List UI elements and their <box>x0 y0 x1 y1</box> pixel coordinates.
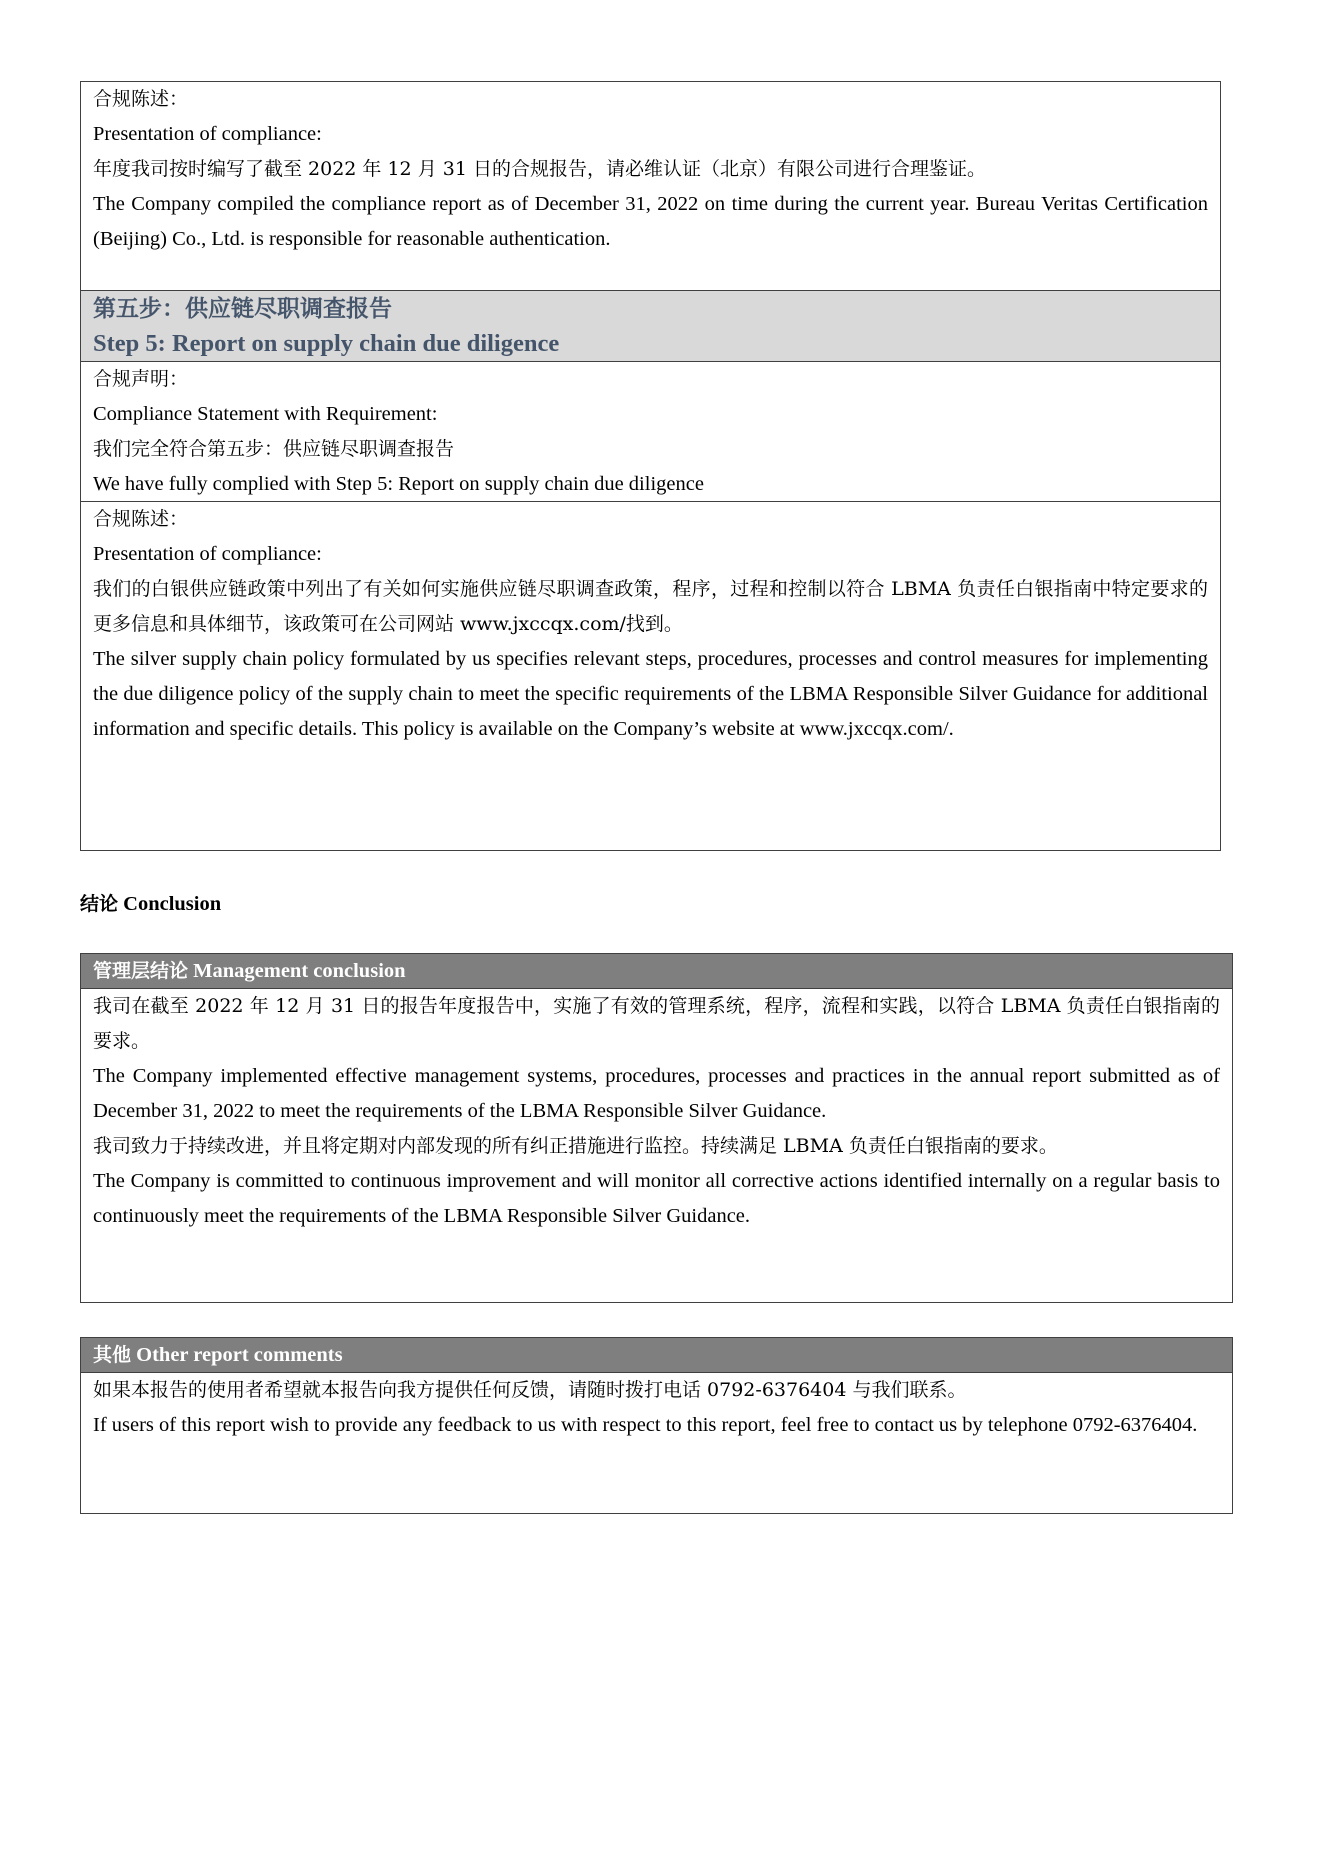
step5-title-en: Step 5: Report on supply chain due diligence <box>93 330 560 357</box>
step5-header <box>81 290 1220 361</box>
step5-table <box>80 81 1221 851</box>
statement-text-en: We have fully complied with Step 5: Report on supply chain due diligence <box>93 473 704 495</box>
other-text-en: If users of this report wish to provide any feedback to us with respect to this report, feel free to contact us by telephone 0792-6376404. <box>93 1414 1198 1436</box>
presentation-text-cn: 年度我司按时编写了截至 2022 年 12 月 31 日的合规报告，请必维认证（北京）有限公司进行合理鉴证。 <box>93 158 986 180</box>
statement-text-cn: 我们完全符合第五步：供应链尽职调查报告 <box>93 438 455 460</box>
other-header-cn: 其他 <box>93 1344 132 1366</box>
other-comments-body <box>81 1373 1232 1443</box>
conclusion-heading <box>80 889 221 919</box>
statement-label-cn: 合规声明： <box>93 368 189 390</box>
step5-title-cn: 第五步：供应链尽职调查报告 <box>93 295 392 322</box>
presentation-row <box>81 501 1220 850</box>
presentation-text-en: The silver supply chain policy formulated by us specifies relevant steps, procedures, processes and control measures for implementing the due diligence policy of the supply chain to meet the specific requirements of the LBMA Responsible Silver Guidance for additional information and specific details. This policy is available on the Company’s website at www.jxccqx.com/. <box>93 648 1208 740</box>
management-conclusion-header <box>81 954 1232 989</box>
previous-presentation-row <box>81 82 1220 290</box>
management-conclusion-box <box>80 953 1233 1303</box>
other-comments-box <box>80 1337 1233 1514</box>
management-header-cn: 管理层结论 <box>93 960 189 982</box>
conclusion-heading-cn: 结论 <box>80 893 119 915</box>
presentation-text-en: The Company compiled the compliance report as of December 31, 2022 on time during the current year. Bureau Veritas Certification (Beijing) Co., Ltd. is responsible for reasonable authentication. <box>93 193 1208 250</box>
presentation-label-en: Presentation of compliance: <box>93 123 322 145</box>
other-header-en: Other report comments <box>136 1344 343 1366</box>
compliance-statement-row <box>81 361 1220 501</box>
management-header-en: Management conclusion <box>193 960 406 982</box>
other-text-cn: 如果本报告的使用者希望就本报告向我方提供任何反馈，请随时拨打电话 0792-6376404 与我们联系。 <box>93 1379 967 1401</box>
presentation-label-cn: 合规陈述： <box>93 508 189 530</box>
statement-label-en: Compliance Statement with Requirement: <box>93 403 438 425</box>
management-p2-en: The Company is committed to continuous improvement and will monitor all corrective actions identified internally on a regular basis to continuously meet the requirements of the LBMA Responsible Silver Guidance. <box>93 1170 1220 1227</box>
management-p1-cn: 我司在截至 2022 年 12 月 31 日的报告年度报告中，实施了有效的管理系统，程序，流程和实践，以符合 LBMA 负责任白银指南的要求。 <box>93 995 1220 1052</box>
management-conclusion-body <box>81 989 1232 1234</box>
presentation-label-cn: 合规陈述： <box>93 88 189 110</box>
presentation-label-en: Presentation of compliance: <box>93 543 322 565</box>
other-comments-header <box>81 1338 1232 1373</box>
management-p2-cn: 我司致力于持续改进，并且将定期对内部发现的所有纠正措施进行监控。持续满足 LBMA 负责任白银指南的要求。 <box>93 1135 1058 1157</box>
presentation-text-cn: 我们的白银供应链政策中列出了有关如何实施供应链尽职调查政策，程序，过程和控制以符合 LBMA 负责任白银指南中特定要求的更多信息和具体细节，该政策可在公司网站 www.jxccqx.com/找到。 <box>93 578 1208 635</box>
conclusion-heading-en: Conclusion <box>123 893 222 915</box>
management-p1-en: The Company implemented effective management systems, procedures, processes and practices in the annual report submitted as of December 31, 2022 to meet the requirements of the LBMA Responsible Silver Guidance. <box>93 1065 1220 1122</box>
